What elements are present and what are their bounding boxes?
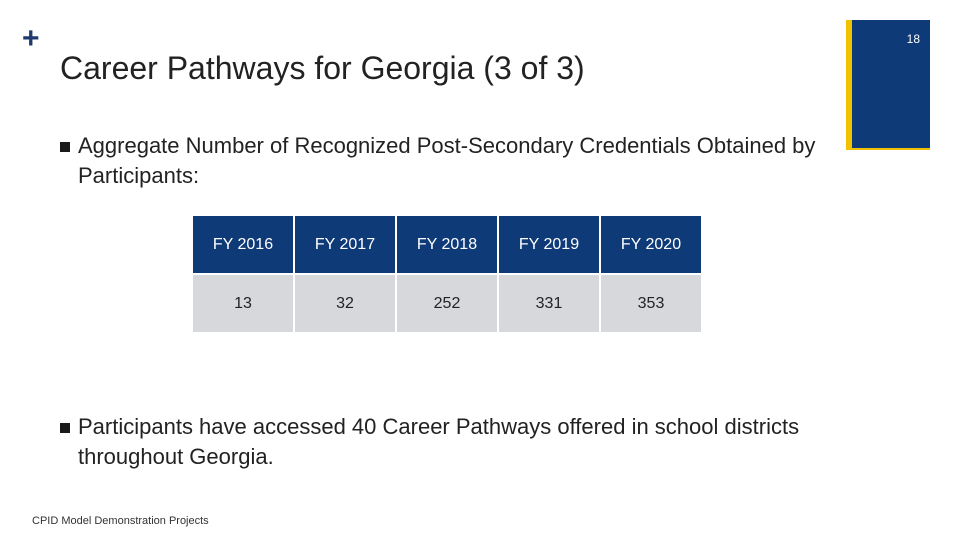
plus-icon: + [22,22,40,55]
table-cell-fy2016: 13 [193,275,293,332]
table-cell-fy2018: 252 [397,275,497,332]
square-bullet-icon [60,142,70,152]
table-header-fy2020: FY 2020 [601,216,701,273]
table-row [193,275,701,332]
table-header-fy2019: FY 2019 [499,216,599,273]
page-number-panel [852,20,930,148]
bullet-item-credentials [60,131,820,191]
table-cell-fy2017: 32 [295,275,395,332]
bullet-text: Aggregate Number of Recognized Post-Secondary Credentials Obtained by Participants: [78,133,816,188]
page-number: 18 [906,32,920,46]
table-cell-fy2020: 353 [601,275,701,332]
square-bullet-icon [60,423,70,433]
slide-title: Career Pathways for Georgia (3 of 3) [60,50,585,86]
table-cell-fy2019: 331 [499,275,599,332]
table-header-fy2018: FY 2018 [397,216,497,273]
page-number-tab [846,20,930,150]
bullet-item-pathways [60,412,820,472]
bullet-text: Participants have accessed 40 Career Pathways offered in school districts throughout Georgia. [78,414,800,469]
table-header-row [193,216,701,273]
table-header-fy2016: FY 2016 [193,216,293,273]
credentials-table [191,214,703,334]
table-header-fy2017: FY 2017 [295,216,395,273]
footer-text: CPID Model Demonstration Projects [32,515,209,527]
